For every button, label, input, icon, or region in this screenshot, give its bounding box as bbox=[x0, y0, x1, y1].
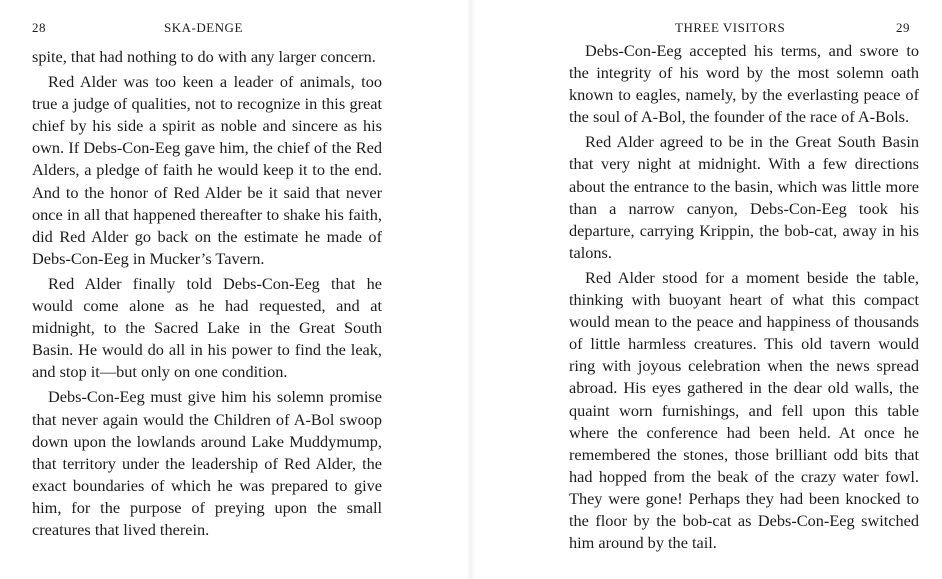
right-page bbox=[472, 0, 942, 579]
paragraph: spite, that had nothing to do with any larger concern. bbox=[32, 47, 376, 66]
right-page-body bbox=[569, 40, 919, 554]
left-page bbox=[0, 0, 470, 579]
right-page-number: 29 bbox=[896, 20, 910, 35]
paragraph: Red Alder stood for a moment beside the table, thinking with buoyant heart of what this compact would mean to the peace and happiness of thousands of little harmless creatures. This old tavern would ring with joyous celebration when the news spread abroad. His eyes gathered in the dear old walls, the quaint worn furnishings, and fell upon this table where the conference had been held. At once he remembered the stones, those brilliant odd bits that had hopped from the beak of the crazy water fowl. They were gone! Perhaps they had been knocked to the floor by the bob-cat as Debs-Con-Eeg switched him around by the tail. bbox=[569, 267, 919, 553]
paragraph: Red Alder was too keen a leader of animals, too true a judge of qualities, not to recognize in this great chief by his side a spirit as noble and sincere as his own. If Debs-Con-Eeg gave him, the chief of the Red Alders, a pledge of faith he would keep it to the end. And to the honor of Red Alder be it said that never once in all that happened thereafter to shake his faith, did Red Alder go back on the estimate he made of Debs-Con-Eeg in Mucker’s Tavern. bbox=[32, 72, 382, 268]
paragraph: Red Alder finally told Debs-Con-Eeg that he would come alone as he had requested, and at midnight, to the Sacred Lake in the Great South Basin. He would do all in his power to find the leak, and stop it—but only on one condition. bbox=[32, 273, 382, 382]
left-page-body bbox=[32, 46, 382, 541]
paragraph: Red Alder agreed to be in the Great South Basin that very night at midnight. With a few directions about the entrance to the basin, which was little more than a narrow canyon, Debs-Con-Eeg took his departure, carrying Krippin, the bob-cat, away in his talons. bbox=[569, 132, 919, 262]
paragraph: Debs-Con-Eeg must give him his solemn promise that never again would the Children of A-Bol swoop down upon the lowlands around Lake Muddymump, that territory under the leadership of Red Alder, the exact boundaries of which he was prepared to give him, for the purpose of preying upon the small creatures that lived therein. bbox=[32, 387, 382, 539]
left-page-number: 28 bbox=[32, 20, 46, 35]
left-running-head: SKA-DENGE bbox=[164, 20, 243, 35]
paragraph: Debs-Con-Eeg accepted his terms, and swore to the integrity of his word by the most solemn oath known to eagles, namely, by the everlasting peace of the soul of A-Bol, the founder of the race of A-Bols. bbox=[569, 41, 919, 127]
right-running-head: THREE VISITORS bbox=[675, 20, 786, 35]
